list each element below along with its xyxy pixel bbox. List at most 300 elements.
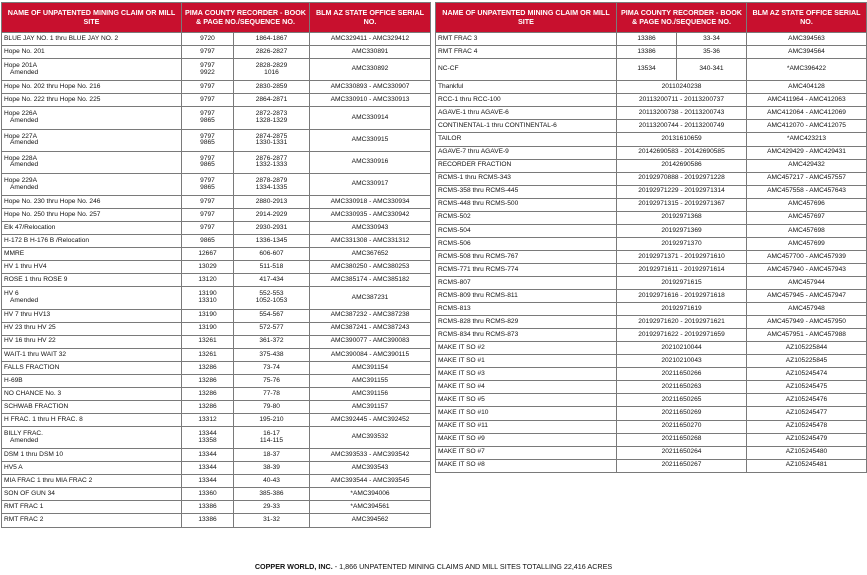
cell-line: 2930-2931 xyxy=(255,223,288,231)
book-cell xyxy=(182,59,234,81)
sequence-cell: 20211650269 xyxy=(617,407,747,420)
cell-line: 13029 xyxy=(198,263,217,271)
sequence-cell: 20142690586 xyxy=(617,159,747,172)
serial-cell: AMC330914 xyxy=(310,107,431,129)
serial-cell: AMC330910 - AMC330913 xyxy=(310,94,431,107)
serial-cell: AMC330915 xyxy=(310,129,431,151)
claim-name-cell xyxy=(2,151,182,173)
cell-line: MAKE IT SO #11 xyxy=(438,422,488,430)
cell-line: SCHWAB FRACTION xyxy=(4,402,69,410)
cell-line: Hope 226A xyxy=(4,110,37,118)
cell-line: H-69B xyxy=(4,376,23,384)
claim-name-cell xyxy=(2,235,182,248)
serial-cell: AZ105225844 xyxy=(747,342,867,355)
claim-name-cell xyxy=(2,514,182,527)
table-row xyxy=(2,501,431,514)
cell-line: 114-115 xyxy=(259,436,284,444)
cell-line: 13344 xyxy=(198,430,217,438)
cell-line: 77-78 xyxy=(263,389,280,397)
claim-name-cell xyxy=(436,94,617,107)
sequence-cell: 20192971369 xyxy=(617,224,747,237)
serial-cell: *AMC394561 xyxy=(310,501,431,514)
book-cell xyxy=(182,449,234,462)
claim-name-cell xyxy=(436,107,617,120)
cell-line: 2826-2827 xyxy=(255,47,288,55)
page-cell xyxy=(234,374,310,387)
cell-line: 73-74 xyxy=(263,363,280,371)
cell-line: 13120 xyxy=(198,276,217,284)
book-cell xyxy=(182,335,234,348)
cell-line: 2872-2873 xyxy=(255,110,288,118)
cell-line: 13190 xyxy=(198,324,217,332)
book-cell xyxy=(182,235,234,248)
cell-line: RCC-1 thru RCC-100 xyxy=(438,96,501,104)
serial-cell: AMC390077 - AMC390083 xyxy=(310,335,431,348)
cell-line: NC-CF xyxy=(438,65,459,73)
cell-line: 9797 xyxy=(200,210,215,218)
table-row xyxy=(436,224,867,237)
table-row xyxy=(436,329,867,342)
book-cell xyxy=(182,348,234,361)
cell-line: MMRE xyxy=(4,250,25,258)
page-cell xyxy=(234,107,310,129)
book-cell xyxy=(182,196,234,209)
serial-cell: AZ105245475 xyxy=(747,381,867,394)
page-cell xyxy=(234,348,310,361)
claim-name-cell xyxy=(436,355,617,368)
page-cell xyxy=(234,173,310,195)
claim-name-cell xyxy=(2,196,182,209)
left-table-body xyxy=(2,33,431,528)
cell-line: RCMS-508 thru RCMS-767 xyxy=(438,252,519,260)
table-row xyxy=(2,514,431,527)
book-cell xyxy=(182,33,234,46)
table-row xyxy=(436,211,867,224)
amended-note: Amended xyxy=(10,436,39,444)
claim-name-cell xyxy=(436,81,617,94)
serial-cell: AMC330943 xyxy=(310,222,431,235)
claim-name-cell xyxy=(436,433,617,446)
cell-line: 1328-1329 xyxy=(255,116,288,124)
cell-line: 13190 xyxy=(198,290,217,298)
claim-name-cell xyxy=(2,462,182,475)
book-cell: 13386 xyxy=(617,33,677,46)
sequence-cell: 20211650264 xyxy=(617,446,747,459)
cell-line: 2864-2871 xyxy=(255,96,288,104)
book-cell xyxy=(182,274,234,287)
claim-name-cell xyxy=(2,287,182,309)
serial-cell: AMC457948 xyxy=(747,303,867,316)
serial-cell: AMC457949 - AMC457950 xyxy=(747,316,867,329)
book-cell xyxy=(182,462,234,475)
claim-name-cell xyxy=(436,459,617,472)
serial-cell: AMC412070 - AMC412075 xyxy=(747,120,867,133)
claims-table-left xyxy=(1,2,431,528)
cell-line: Hope 227A xyxy=(4,132,37,140)
cell-line: MAKE IT SO #1 xyxy=(438,356,485,364)
claim-name-cell xyxy=(436,263,617,276)
serial-cell: AMC331308 - AMC331312 xyxy=(310,235,431,248)
serial-cell: AMC380250 - AMC380253 xyxy=(310,261,431,274)
serial-cell: AZ105225845 xyxy=(747,355,867,368)
cell-line: RCMS-1 thru RCMS-343 xyxy=(438,174,511,182)
amended-note: Amended xyxy=(10,297,39,305)
page-cell xyxy=(234,475,310,488)
serial-cell: AMC457558 - AMC457643 xyxy=(747,185,867,198)
claim-name-cell xyxy=(2,309,182,322)
cell-line: 9865 xyxy=(200,236,215,244)
cell-line: 9720 xyxy=(200,34,215,42)
serial-cell: AMC429432 xyxy=(747,159,867,172)
page-cell xyxy=(234,387,310,400)
cell-line: 554-567 xyxy=(259,311,284,319)
serial-cell: AMC457951 - AMC457988 xyxy=(747,329,867,342)
claim-name-cell xyxy=(436,329,617,342)
serial-cell: AMC387231 xyxy=(310,287,431,309)
cell-line: AGAVE-7 thru AGAVE-9 xyxy=(438,148,509,156)
book-cell xyxy=(182,322,234,335)
footer-company: COPPER WORLD, INC. xyxy=(254,562,333,571)
claim-name-cell xyxy=(2,129,182,151)
table-row xyxy=(436,198,867,211)
serial-cell: AZ105245476 xyxy=(747,394,867,407)
cell-line: 13344 xyxy=(198,477,217,485)
cell-line: 9797 xyxy=(200,47,215,55)
serial-cell: AMC391155 xyxy=(310,374,431,387)
page-cell xyxy=(234,94,310,107)
book-cell xyxy=(182,94,234,107)
cell-line: DSM 1 thru DSM 10 xyxy=(4,450,63,458)
claim-name-cell xyxy=(436,185,617,198)
table-row xyxy=(2,151,431,173)
table-row xyxy=(2,46,431,59)
cell-line: 9797 xyxy=(200,154,215,162)
page-cell xyxy=(234,449,310,462)
book-cell xyxy=(182,387,234,400)
cell-line: 2828-2829 xyxy=(255,62,288,70)
serial-cell: AMC457696 xyxy=(747,198,867,211)
cell-line: 2876-2877 xyxy=(255,154,288,162)
table-row xyxy=(2,274,431,287)
cell-line: 13360 xyxy=(198,490,217,498)
table-header-row xyxy=(436,3,867,33)
serial-cell: *AMC396422 xyxy=(747,59,867,81)
cell-line: 18-37 xyxy=(263,450,280,458)
cell-line: 29-33 xyxy=(263,503,280,511)
serial-cell: AMC412064 - AMC412069 xyxy=(747,107,867,120)
cell-line: 195-210 xyxy=(259,415,284,423)
cell-line: 606-607 xyxy=(259,250,284,258)
cell-line: 1334-1335 xyxy=(255,183,288,191)
claim-name-cell xyxy=(436,394,617,407)
book-cell xyxy=(182,107,234,129)
table-row xyxy=(436,276,867,289)
claim-name-cell xyxy=(436,420,617,433)
claim-name-cell xyxy=(2,173,182,195)
book-cell: 13534 xyxy=(617,59,677,81)
cell-line: HV 23 thru HV 25 xyxy=(4,324,56,332)
claim-name-cell xyxy=(2,274,182,287)
page-cell xyxy=(234,287,310,309)
page-cell xyxy=(234,261,310,274)
cell-line: Hope No. 202 thru Hope No. 216 xyxy=(4,83,101,90)
serial-cell: AZ105245477 xyxy=(747,407,867,420)
table-row xyxy=(2,235,431,248)
cell-line: 13386 xyxy=(198,516,217,524)
sequence-cell: 20192971619 xyxy=(617,303,747,316)
claim-name-cell xyxy=(436,303,617,316)
cell-line: 13261 xyxy=(198,337,217,345)
cell-line: 2914-2929 xyxy=(255,210,288,218)
book-cell xyxy=(182,514,234,527)
cell-line: MAKE IT SO #3 xyxy=(438,370,485,378)
claim-name-cell xyxy=(2,94,182,107)
book-cell xyxy=(182,309,234,322)
cell-line: MAKE IT SO #9 xyxy=(438,435,485,443)
claim-name-cell xyxy=(436,316,617,329)
cell-line: RCMS-807 xyxy=(438,278,471,286)
page-cell xyxy=(234,322,310,335)
cell-line: 13190 xyxy=(198,311,217,319)
cell-line: 417-434 xyxy=(259,276,284,284)
claim-name-cell xyxy=(436,46,617,59)
amended-note: Amended xyxy=(10,116,39,124)
table-row xyxy=(436,33,867,46)
page-cell xyxy=(234,81,310,94)
cell-line: 38-39 xyxy=(263,464,280,472)
claim-name-cell xyxy=(2,475,182,488)
book-cell xyxy=(182,427,234,449)
claim-name-cell xyxy=(2,361,182,374)
book-cell xyxy=(182,248,234,261)
claim-name-cell xyxy=(2,335,182,348)
cell-line: 9797 xyxy=(200,176,215,184)
serial-cell: AMC330917 xyxy=(310,173,431,195)
serial-cell: AZ105245479 xyxy=(747,433,867,446)
footer-text: - 1,866 UNPATENTED MINING CLAIMS AND MILL SITES TOTALLING 22,416 ACRES xyxy=(332,562,613,571)
table-row xyxy=(2,361,431,374)
table-row xyxy=(2,33,431,46)
serial-cell: AMC330892 xyxy=(310,59,431,81)
book-cell xyxy=(182,209,234,222)
serial-cell: AMC394563 xyxy=(747,33,867,46)
amended-note: Amended xyxy=(10,139,39,147)
cell-line: RMT FRAC 4 xyxy=(438,47,478,55)
header-claim-name: NAME OF UNPATENTED MINING CLAIM OR MILL SITE xyxy=(2,3,182,33)
header-pima-recorder: PIMA COUNTY RECORDER - BOOK & PAGE NO./SEQUENCE NO. xyxy=(182,3,310,33)
table-row xyxy=(2,209,431,222)
sequence-cell: 20110240238 xyxy=(617,81,747,94)
sequence-cell: 20192970888 - 20192971228 xyxy=(617,172,747,185)
sequence-cell: 20192971622 - 20192971659 xyxy=(617,329,747,342)
book-cell xyxy=(182,414,234,427)
claim-name-cell xyxy=(2,387,182,400)
cell-line: 1864-1867 xyxy=(255,34,288,42)
serial-cell: AMC390084 - AMC390115 xyxy=(310,348,431,361)
claim-name-cell xyxy=(2,374,182,387)
cell-line: 9797 xyxy=(200,223,215,231)
cell-line: 552-553 xyxy=(259,290,284,298)
serial-cell: *AMC394006 xyxy=(310,488,431,501)
cell-line: MIA FRAC 1 thru MIA FRAC 2 xyxy=(4,477,93,485)
serial-cell: AMC392445 - AMC392452 xyxy=(310,414,431,427)
cell-line: 9865 xyxy=(200,161,215,169)
claim-name-cell xyxy=(2,261,182,274)
cell-line: HV 16 thru HV 22 xyxy=(4,337,56,345)
cell-line: 13286 xyxy=(198,363,217,371)
serial-cell: AMC429429 - AMC429431 xyxy=(747,146,867,159)
cell-line: 13261 xyxy=(198,350,217,358)
serial-cell: AMC330918 - AMC330934 xyxy=(310,196,431,209)
cell-line: MAKE IT SO #2 xyxy=(438,343,485,351)
cell-line: ROSE 1 thru ROSE 9 xyxy=(4,276,68,284)
table-row xyxy=(436,59,867,81)
cell-line: Hope 201A xyxy=(4,62,37,70)
cell-line: Elk 47/Relocation xyxy=(4,223,56,231)
table-row xyxy=(2,59,431,81)
table-row xyxy=(2,427,431,449)
claim-name-cell xyxy=(2,248,182,261)
sequence-cell: 20211650266 xyxy=(617,368,747,381)
serial-cell: AMC393533 - AMC393542 xyxy=(310,449,431,462)
serial-cell: AMC457944 xyxy=(747,276,867,289)
cell-line: RCMS-834 thru RCMS-873 xyxy=(438,330,519,338)
serial-cell: AMC330893 - AMC330907 xyxy=(310,81,431,94)
sequence-cell: 20192971371 - 20192971610 xyxy=(617,250,747,263)
footer-summary xyxy=(0,563,867,570)
table-row xyxy=(2,348,431,361)
book-cell xyxy=(182,475,234,488)
claim-name-cell xyxy=(436,237,617,250)
header-blm-serial: BLM AZ STATE OFFICE SERIAL NO. xyxy=(310,3,431,33)
cell-line: 9797 xyxy=(200,197,215,205)
page-cell xyxy=(234,400,310,413)
claim-name-cell xyxy=(436,342,617,355)
claim-name-cell xyxy=(2,222,182,235)
table-row xyxy=(436,316,867,329)
table-row xyxy=(2,248,431,261)
book-cell xyxy=(182,501,234,514)
table-row xyxy=(2,488,431,501)
sequence-cell: 20192971315 - 20192971367 xyxy=(617,198,747,211)
table-row xyxy=(436,237,867,250)
cell-line: RMT FRAC 1 xyxy=(4,503,44,511)
page-cell xyxy=(234,309,310,322)
sequence-cell: 20211650267 xyxy=(617,459,747,472)
sequence-cell: 20211650265 xyxy=(617,394,747,407)
table-row xyxy=(2,196,431,209)
sequence-cell: 20192971616 - 20192971618 xyxy=(617,290,747,303)
claim-name-cell xyxy=(2,209,182,222)
cell-line: 9922 xyxy=(200,68,215,76)
cell-line: 9797 xyxy=(200,96,215,104)
table-row xyxy=(2,335,431,348)
cell-line: 511-518 xyxy=(259,263,284,271)
page-cell: 35-36 xyxy=(677,46,747,59)
cell-line: 2874-2875 xyxy=(255,132,288,140)
sequence-cell: 20211650263 xyxy=(617,381,747,394)
table-row xyxy=(436,407,867,420)
table-row xyxy=(436,290,867,303)
claim-name-cell xyxy=(2,427,182,449)
table-row xyxy=(2,414,431,427)
table-row xyxy=(436,94,867,107)
table-row xyxy=(436,368,867,381)
sequence-cell: 20210210043 xyxy=(617,355,747,368)
cell-line: 75-76 xyxy=(263,376,280,384)
cell-line: MAKE IT SO #10 xyxy=(438,409,489,417)
sequence-cell: 20192971370 xyxy=(617,237,747,250)
table-row xyxy=(436,420,867,433)
claim-name-cell xyxy=(436,159,617,172)
cell-line: HV 7 thru HV13 xyxy=(4,311,51,319)
cell-line: 9797 xyxy=(200,62,215,70)
serial-cell: AMC457940 - AMC457943 xyxy=(747,263,867,276)
table-row xyxy=(436,146,867,159)
cell-line: BLUE JAY NO. 1 thru BLUE JAY NO. 2 xyxy=(4,34,119,42)
cell-line: 13286 xyxy=(198,376,217,384)
cell-line: H-172 B H-176 B /Relocation xyxy=(4,236,90,244)
claim-name-cell xyxy=(2,488,182,501)
claim-name-cell xyxy=(436,211,617,224)
cell-line: 13344 xyxy=(198,464,217,472)
cell-line: RCMS-502 xyxy=(438,213,471,221)
book-cell xyxy=(182,222,234,235)
claim-name-cell xyxy=(436,290,617,303)
cell-line: RCMS-358 thru RCMS-445 xyxy=(438,187,519,195)
serial-cell: AMC330916 xyxy=(310,151,431,173)
table-row xyxy=(436,46,867,59)
cell-line: RECORDER FRACTION xyxy=(438,161,512,169)
claim-name-cell xyxy=(2,33,182,46)
cell-line: HV5 A xyxy=(4,464,23,472)
serial-cell: AMC387232 - AMC387238 xyxy=(310,309,431,322)
page-cell xyxy=(234,335,310,348)
table-row xyxy=(436,355,867,368)
cell-line: FALLS FRACTION xyxy=(4,363,60,371)
cell-line: SON OF GUN 34 xyxy=(4,490,55,498)
header-claim-name: NAME OF UNPATENTED MINING CLAIM OR MILL SITE xyxy=(436,3,617,33)
cell-line: 1016 xyxy=(264,68,279,76)
cell-line: 1336-1345 xyxy=(255,236,288,244)
serial-cell: AMC330891 xyxy=(310,46,431,59)
claim-name-cell xyxy=(436,381,617,394)
sequence-cell: 20211650270 xyxy=(617,420,747,433)
page-cell xyxy=(234,151,310,173)
book-cell xyxy=(182,173,234,195)
cell-line: 9865 xyxy=(200,116,215,124)
cell-line: RCMS-448 thru RCMS-500 xyxy=(438,200,519,208)
page-cell xyxy=(234,129,310,151)
page-cell xyxy=(234,33,310,46)
page-cell xyxy=(234,222,310,235)
table-header-row xyxy=(2,3,431,33)
cell-line: BILLY FRAC. xyxy=(4,430,43,438)
sequence-cell: 20142690583 - 20142690585 xyxy=(617,146,747,159)
table-row xyxy=(2,81,431,94)
cell-line: 375-438 xyxy=(259,350,284,358)
table-row xyxy=(2,309,431,322)
cell-line: 9797 xyxy=(200,132,215,140)
cell-line: HV 1 thru HV4 xyxy=(4,263,47,271)
cell-line: RMT FRAC 2 xyxy=(4,516,44,524)
cell-line: 9865 xyxy=(200,139,215,147)
cell-line: 572-577 xyxy=(259,324,284,332)
claim-name-cell xyxy=(2,322,182,335)
sequence-cell: 20192971368 xyxy=(617,211,747,224)
table-row xyxy=(2,129,431,151)
claim-name-cell xyxy=(436,172,617,185)
